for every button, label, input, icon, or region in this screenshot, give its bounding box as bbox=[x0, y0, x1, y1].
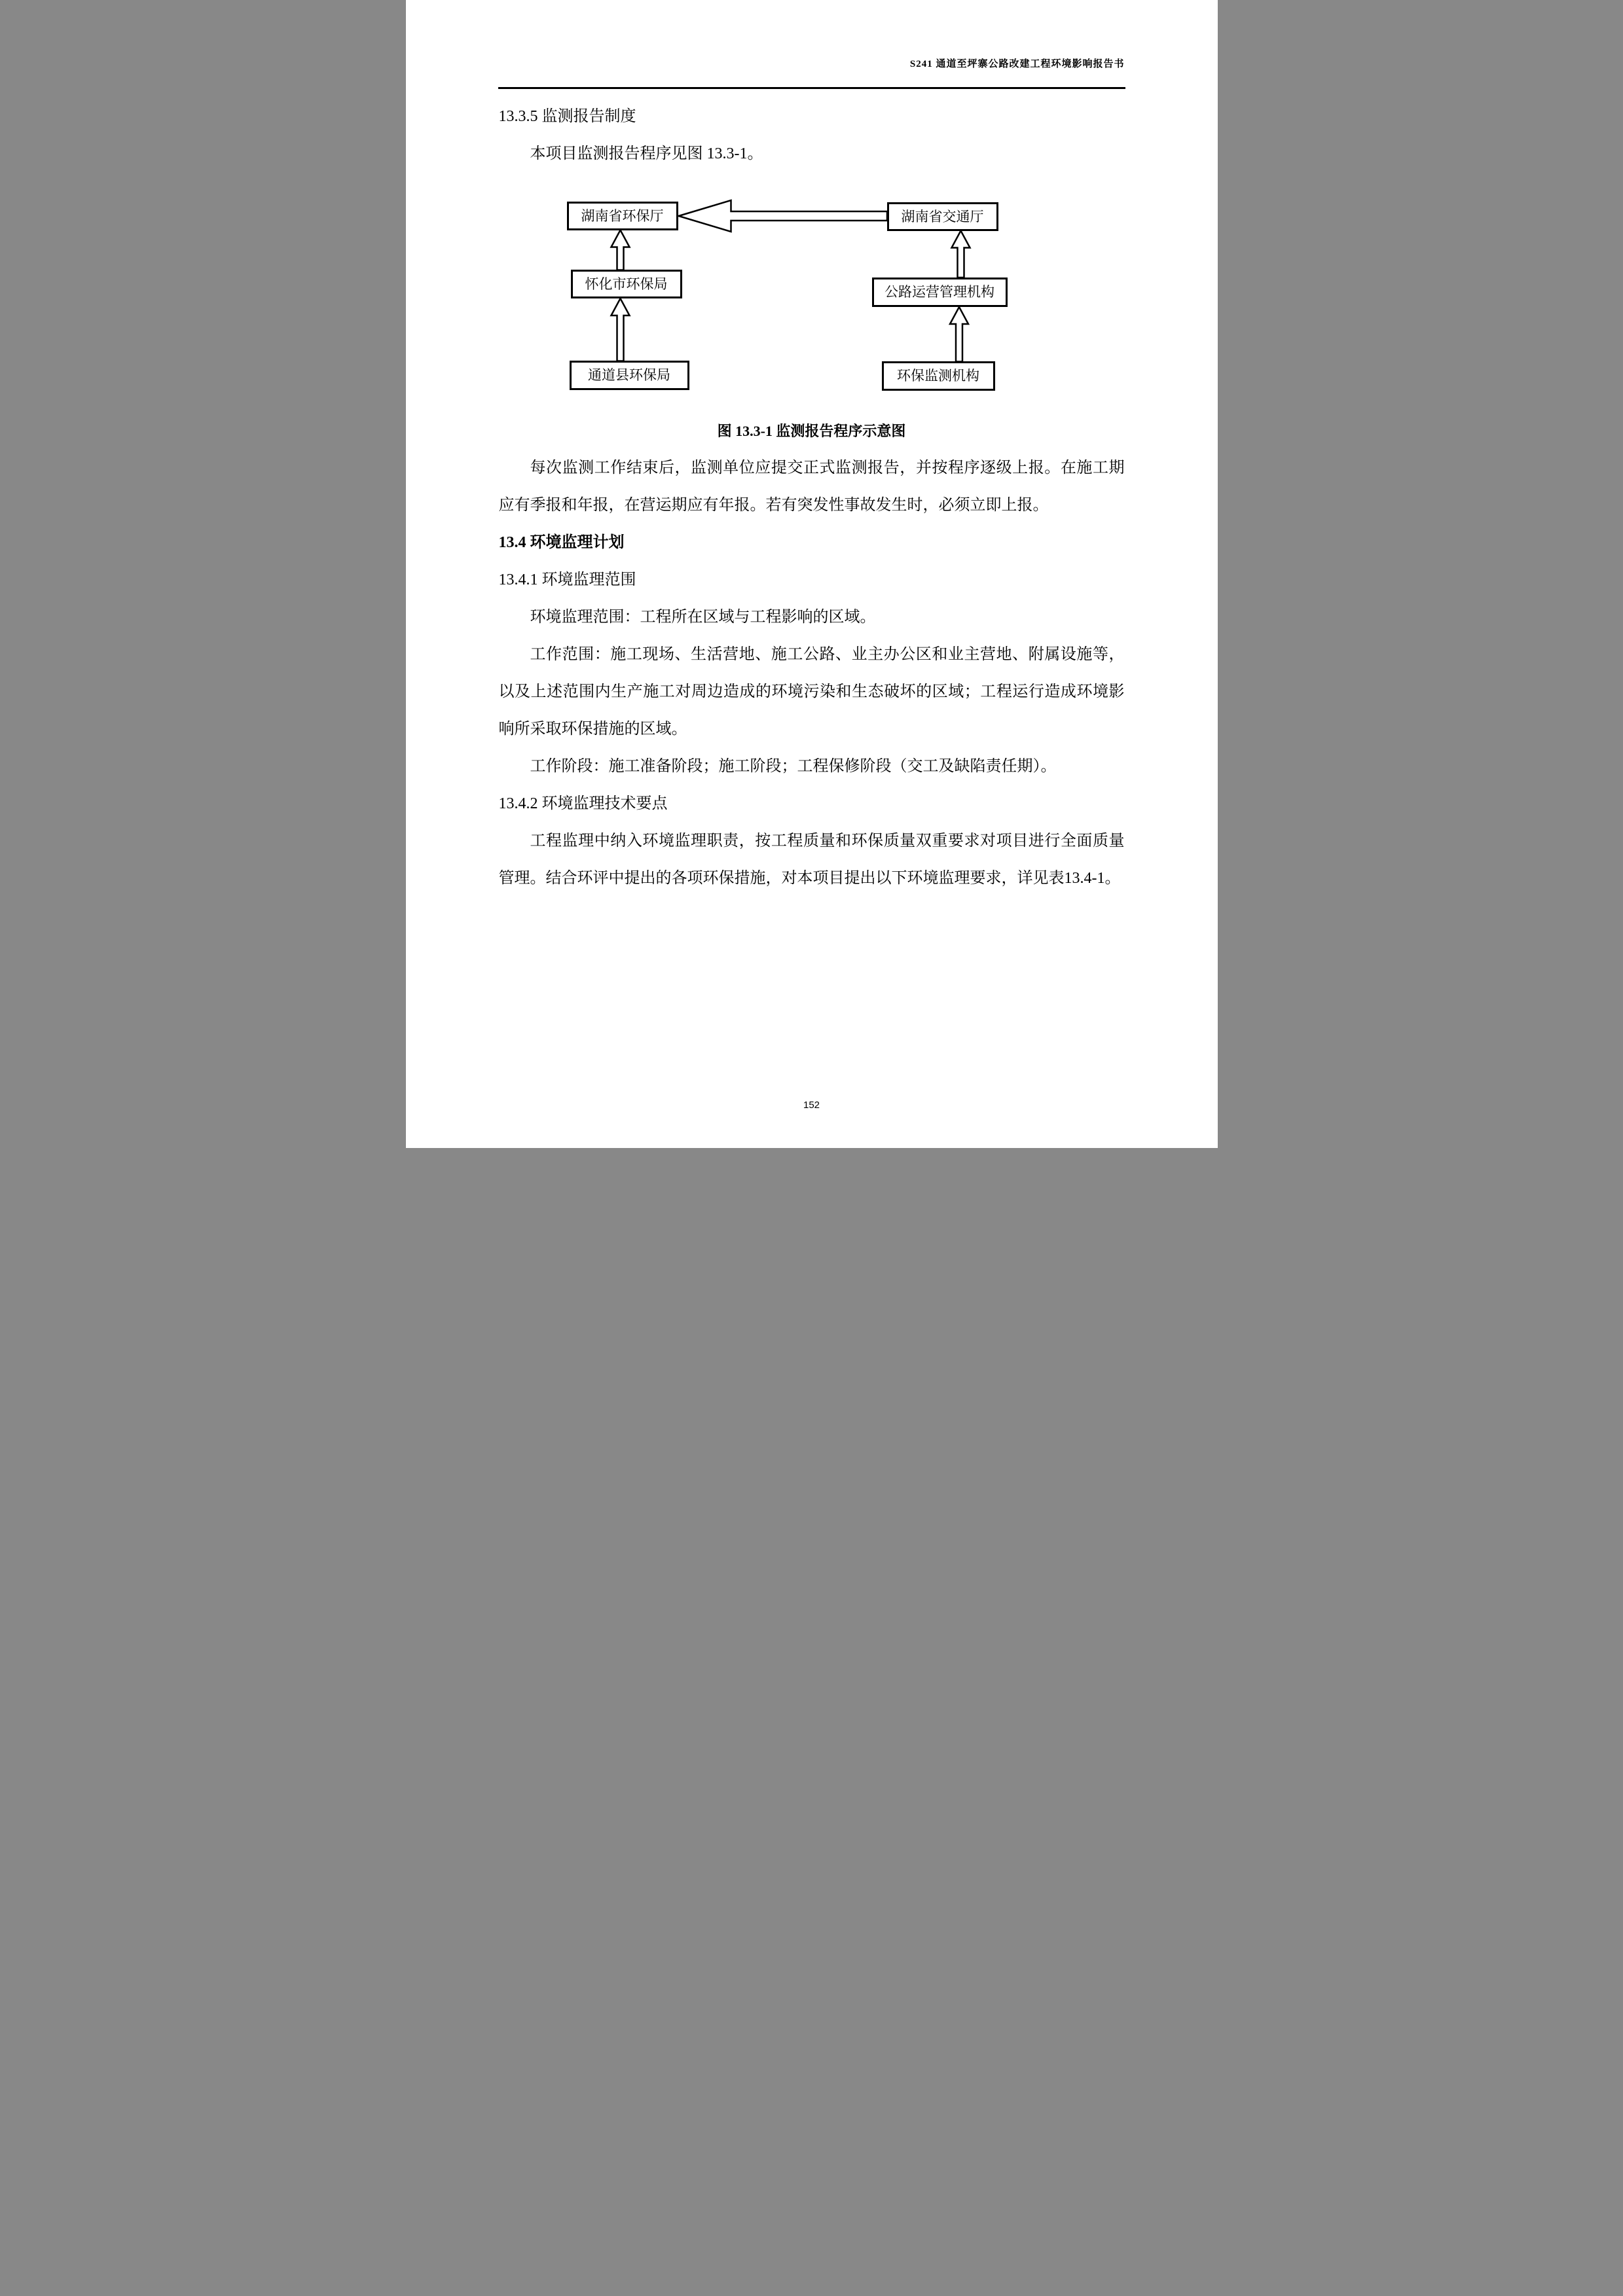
header-divider bbox=[498, 87, 1125, 89]
paragraph-supervision: 工程监理中纳入环境监理职责，按工程质量和环保质量双重要求对项目进行全面质量管理。结合环评中提出的各项环保措施，对本项目提出以下环境监理要求，详见表13.4-1。 bbox=[498, 833, 1125, 887]
paragraph-work-range: 工作范围：施工现场、生活营地、施工公路、业主办公区和业主营地、附属设施等，以及上述范围内生产施工对周边造成的环境污染和生态破坏的区域；工程运行造成环境影响所采取环保措施的区域。 bbox=[498, 646, 1125, 738]
flow-box-huaihua-epa: 怀化市环保局 bbox=[571, 270, 682, 298]
intro-paragraph: 本项目监测报告程序见图 13.3-1。 bbox=[530, 145, 763, 162]
section-heading-13-3-5: 13.3.5 监测报告制度 bbox=[498, 108, 636, 125]
figure-caption: 图 13.3-1 监测报告程序示意图 bbox=[717, 423, 906, 439]
paragraph-scope: 环境监理范围：工程所在区域与工程影响的区域。 bbox=[530, 609, 876, 626]
section-heading-13-4-2: 13.4.2 环境监理技术要点 bbox=[498, 795, 668, 812]
paragraph-reporting: 每次监测工作结束后，监测单位应提交正式监测报告，并按程序逐级上报。在施工期应有季报和年报，在营运期应有年报。若有突发性事故发生时，必须立即上报。 bbox=[498, 459, 1125, 514]
flow-box-hunan-epa: 湖南省环保厅 bbox=[567, 202, 678, 230]
left-arrow-icon bbox=[678, 200, 887, 232]
page-content bbox=[406, 0, 1218, 897]
monitoring-report-flowchart bbox=[499, 196, 1125, 412]
up-arrow-icon bbox=[611, 298, 629, 361]
page-header-title: S241 通道至坪寨公路改建工程环境影响报告书 bbox=[909, 59, 1125, 69]
flow-box-highway-operator: 公路运营管理机构 bbox=[872, 278, 1008, 307]
up-arrow-icon bbox=[951, 231, 970, 278]
up-arrow-icon bbox=[950, 307, 968, 362]
flow-box-tongdao-epa: 通道县环保局 bbox=[570, 361, 689, 390]
page-number: 152 bbox=[803, 1100, 820, 1111]
flow-box-hunan-transport: 湖南省交通厅 bbox=[887, 202, 998, 231]
paragraph-work-stage: 工作阶段：施工准备阶段；施工阶段；工程保修阶段（交工及缺陷责任期）。 bbox=[530, 758, 1057, 775]
section-heading-13-4: 13.4 环境监理计划 bbox=[498, 534, 625, 551]
document-page bbox=[406, 0, 1218, 1148]
up-arrow-icon bbox=[611, 230, 629, 270]
flow-box-monitoring-agency: 环保监测机构 bbox=[882, 361, 995, 391]
section-heading-13-4-1: 13.4.1 环境监理范围 bbox=[498, 571, 636, 588]
